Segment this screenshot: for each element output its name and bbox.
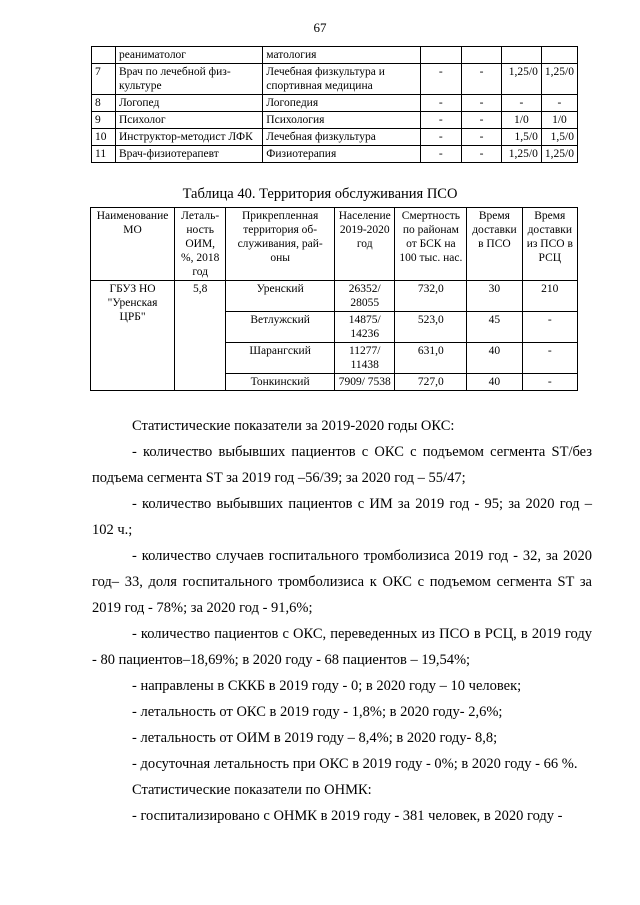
value-cell: -	[462, 146, 502, 163]
page-number: 67	[313, 20, 327, 35]
lethality-cell: 5,8	[175, 281, 226, 391]
list-item: - количество пациентов с ОКС, переведенных из ПСО в РСЦ, в 2019 году - 80 пациентов–18,69%; в 2020 году - 68 пациентов – 19,54%;	[92, 626, 592, 668]
value-cell: -	[462, 112, 502, 129]
district-cell: Тонкинский	[226, 374, 335, 391]
district-cell: Шарангский	[226, 343, 335, 374]
body-text	[92, 413, 592, 829]
list-item: - количество случаев госпитального тромболизиса 2019 год - 32, за 2020 год– 33, доля госпитального тромболизиса к ОКС с подъемом сегмента ST за 2019 год - 78%; за 2020 год - 91,6%;	[92, 548, 592, 616]
header-delivery-rsc: Время доставки из ПСО в РСЦ	[522, 208, 577, 281]
row-number: 8	[92, 95, 116, 112]
profile-cell: Лечебная физкультура и спортивная медицина	[263, 64, 420, 95]
specialty-cell: Врач-физиотерапевт	[115, 146, 262, 163]
profile-cell: Логопедия	[263, 95, 420, 112]
specialty-cell: Врач по лечебной физ-культуре	[115, 64, 262, 95]
value-cell: -	[420, 146, 462, 163]
specialty-cell: Психолог	[115, 112, 262, 129]
mortality-cell: 727,0	[395, 374, 467, 391]
mortality-cell: 732,0	[395, 281, 467, 312]
pso-time-cell: 40	[467, 343, 522, 374]
value-cell	[501, 47, 541, 64]
value-cell: -	[420, 129, 462, 146]
rsc-time-cell: 210	[522, 281, 577, 312]
list-item: - летальность от ОКС в 2019 году - 1,8%; в 2020 году- 2,6%;	[132, 704, 503, 720]
rsc-time-cell: -	[522, 374, 577, 391]
list-item: - направлены в СККБ в 2019 году - 0; в 2020 году – 10 человек;	[132, 678, 522, 694]
header-mo: Наименование МО	[91, 208, 175, 281]
specialty-cell: Логопед	[115, 95, 262, 112]
row-number: 11	[92, 146, 116, 163]
list-item: - летальность от ОИМ в 2019 году – 8,4%; в 2020 году- 8,8;	[132, 730, 498, 746]
value-cell: -	[462, 129, 502, 146]
table-row	[92, 95, 578, 112]
value-cell: 1/0	[541, 112, 577, 129]
row-number	[92, 47, 116, 64]
value-cell: 1,5/0	[541, 129, 577, 146]
value-cell: 1/0	[501, 112, 541, 129]
rsc-time-cell: -	[522, 312, 577, 343]
section-heading: Статистические показатели по ОНМК:	[132, 782, 372, 798]
value-cell	[462, 47, 502, 64]
district-cell: Уренский	[226, 281, 335, 312]
population-cell: 7909/ 7538	[334, 374, 395, 391]
district-cell: Ветлужский	[226, 312, 335, 343]
value-cell: 1,25/0	[501, 64, 541, 95]
header-population: Население 2019-2020 год	[334, 208, 395, 281]
header-territory: Прикрепленная территория об-служивания, рай-оны	[226, 208, 335, 281]
table-row	[92, 112, 578, 129]
value-cell: -	[501, 95, 541, 112]
row-number: 7	[92, 64, 116, 95]
value-cell: -	[420, 64, 462, 95]
list-item: - количество выбывших пациентов с ИМ за 2019 год - 95; за 2020 год – 102 ч.;	[92, 496, 592, 538]
list-item: - количество выбывших пациентов с ОКС с подъемом сегмента ST/без подъема сегмента ST за 2019 год –56/39; за 2020 год – 55/47;	[92, 444, 592, 486]
table-row	[92, 47, 578, 64]
value-cell: 1,5/0	[501, 129, 541, 146]
table-row	[92, 129, 578, 146]
value-cell: 1,25/0	[501, 146, 541, 163]
pso-time-cell: 40	[467, 374, 522, 391]
value-cell	[541, 47, 577, 64]
value-cell: -	[541, 95, 577, 112]
rsc-time-cell: -	[522, 343, 577, 374]
table-row	[91, 281, 578, 312]
header-delivery-pso: Время доставки в ПСО	[467, 208, 522, 281]
section-heading: Статистические показатели за 2019-2020 годы ОКС:	[132, 418, 455, 434]
specialty-cell: Инструктор-методист ЛФК	[115, 129, 262, 146]
staff-table	[91, 46, 578, 163]
population-cell: 11277/ 11438	[334, 343, 395, 374]
population-cell: 14875/ 14236	[334, 312, 395, 343]
table-caption: Таблица 40. Территория обслуживания ПСО	[182, 186, 458, 202]
value-cell: -	[462, 95, 502, 112]
profile-cell: матология	[263, 47, 420, 64]
header-mortality: Смертность по районам от БСК на 100 тыс. нас.	[395, 208, 467, 281]
list-item: - досуточная летальность при ОКС в 2019 году - 0%; в 2020 году - 66 %.	[132, 756, 578, 772]
territory-table	[90, 207, 578, 391]
mortality-cell: 631,0	[395, 343, 467, 374]
profile-cell: Лечебная физкультура	[263, 129, 420, 146]
mo-name-cell: ГБУЗ НО "Уренская ЦРБ"	[91, 281, 175, 391]
row-number: 9	[92, 112, 116, 129]
profile-cell: Психология	[263, 112, 420, 129]
table-row	[92, 146, 578, 163]
mortality-cell: 523,0	[395, 312, 467, 343]
list-item: - госпитализировано с ОНМК в 2019 году - 381 человек, в 2020 году -	[132, 808, 563, 824]
population-cell: 26352/ 28055	[334, 281, 395, 312]
value-cell: 1,25/0	[541, 146, 577, 163]
table-row	[92, 64, 578, 95]
pso-time-cell: 45	[467, 312, 522, 343]
profile-cell: Физиотерапия	[263, 146, 420, 163]
value-cell: -	[420, 95, 462, 112]
value-cell: -	[420, 112, 462, 129]
specialty-cell: реаниматолог	[115, 47, 262, 64]
value-cell: 1,25/0	[541, 64, 577, 95]
header-row	[91, 208, 578, 281]
value-cell: -	[462, 64, 502, 95]
header-lethality: Леталь-ность ОИМ, %, 2018 год	[175, 208, 226, 281]
value-cell	[420, 47, 462, 64]
row-number: 10	[92, 129, 116, 146]
pso-time-cell: 30	[467, 281, 522, 312]
